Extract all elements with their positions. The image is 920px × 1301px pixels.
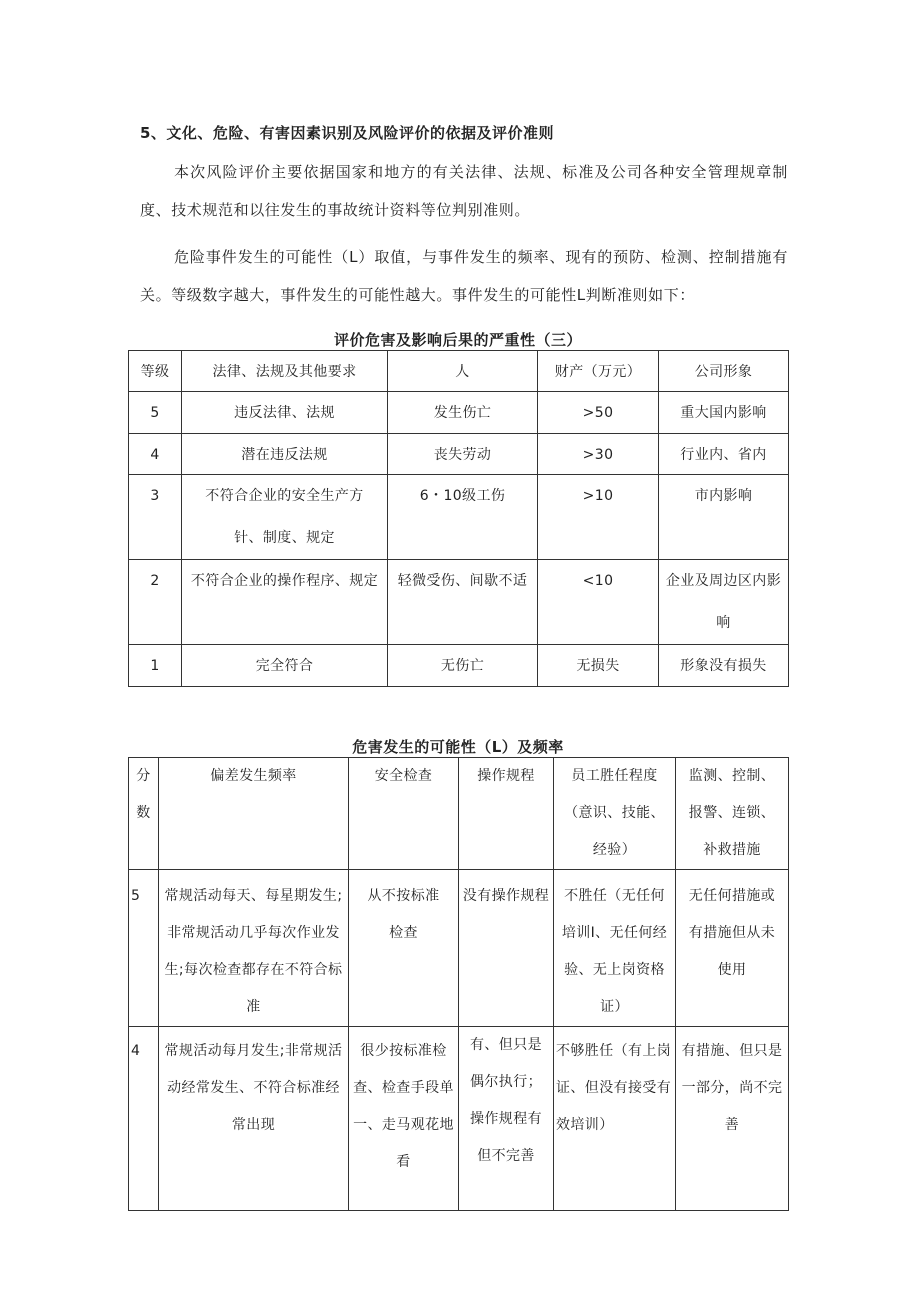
paragraph-basis: 本次风险评价主要依据国家和地方的有关法律、法规、标准及公司各种安全管理规章制度、技术规范和以往发生的事故统计资料等位判别准则。 [140,163,788,219]
cell: >30 [538,434,659,475]
cell: 5 [129,870,159,1027]
likelihood-table-title: 危害发生的可能性（L）及频率 [352,738,564,756]
cell: 形象没有损失 [659,645,789,687]
cell: 2 [129,560,182,645]
cell: 行业内、省内 [659,434,789,475]
table-row [129,392,789,434]
table-row [129,560,789,645]
header-score: 分数 [129,758,159,870]
section-heading: 5、文化、危险、有害因素识别及风险评价的依据及评价准则 [140,124,554,142]
cell: 不符合企业的操作程序、规定 [182,560,388,645]
table-row [129,1027,789,1211]
header-law: 法律、法规及其他要求 [182,351,388,392]
header-frequency: 偏差发生频率 [159,758,349,870]
cell: 丧失劳动 [388,434,538,475]
header-property: 财产（万元） [538,351,659,392]
severity-table-title: 评价危害及影响后果的严重性（三） [333,331,582,349]
cell: 不胜任（无任何培训I、无任何经验、无上岗资格证） [554,870,676,1027]
cell: 无损失 [538,645,659,687]
table-row [129,870,789,1027]
cell: 很少按标准检查、检查手段单一、走马观花地看 [349,1027,459,1211]
table-row [129,434,789,475]
cell: 有、但只是偶尔执行；操作规程有但不完善 [459,1027,554,1211]
cell: 6・10级工伤 [388,475,538,560]
cell: 常规活动每月发生;非常规活动经常发生、不符合标准经常出现 [159,1027,349,1211]
cell: <10 [538,560,659,645]
cell: 企业及周边区内影响 [659,560,789,645]
cell: 没有操作规程 [459,870,554,1027]
cell: 轻微受伤、间歇不适 [388,560,538,645]
cell: 有措施、但只是一部分，尚不完善 [676,1027,789,1211]
header-competence: 员工胜任程度（意识、技能、经验） [554,758,676,870]
cell: 1 [129,645,182,687]
cell: 4 [129,434,182,475]
table-row [129,475,789,560]
cell: 从不按标准检查 [349,870,459,1027]
cell: 市内影响 [659,475,789,560]
table-row [129,645,789,687]
likelihood-table [128,757,789,1211]
paragraph-likelihood: 危险事件发生的可能性（L）取值，与事件发生的频率、现有的预防、检测、控制措施有关。等级数字越大，事件发生的可能性越大。事件发生的可能性L判断准则如下： [140,248,788,304]
cell: 5 [129,392,182,434]
cell: >50 [538,392,659,434]
cell: 不够胜任（有上岗证、但没有接受有效培训） [554,1027,676,1211]
cell: 完全符合 [182,645,388,687]
cell: 4 [129,1027,159,1211]
header-image: 公司形象 [659,351,789,392]
cell: 无任何措施或有措施但从未使用 [676,870,789,1027]
header-controls: 监测、控制、报警、连锁、补救措施 [676,758,789,870]
cell: 3 [129,475,182,560]
severity-table [128,350,789,687]
cell: 发生伤亡 [388,392,538,434]
table-header-row [129,758,789,870]
header-person: 人 [388,351,538,392]
table-header-row [129,351,789,392]
cell: >10 [538,475,659,560]
cell: 常规活动每天、每星期发生;非常规活动几乎每次作业发生;每次检查都存在不符合标准 [159,870,349,1027]
cell: 违反法律、法规 [182,392,388,434]
cell: 重大国内影响 [659,392,789,434]
header-procedure: 操作规程 [459,758,554,870]
header-inspection: 安全检查 [349,758,459,870]
header-level: 等级 [129,351,182,392]
cell: 无伤亡 [388,645,538,687]
cell: 潜在违反法规 [182,434,388,475]
cell: 不符合企业的安全生产方针、制度、规定 [182,475,388,560]
